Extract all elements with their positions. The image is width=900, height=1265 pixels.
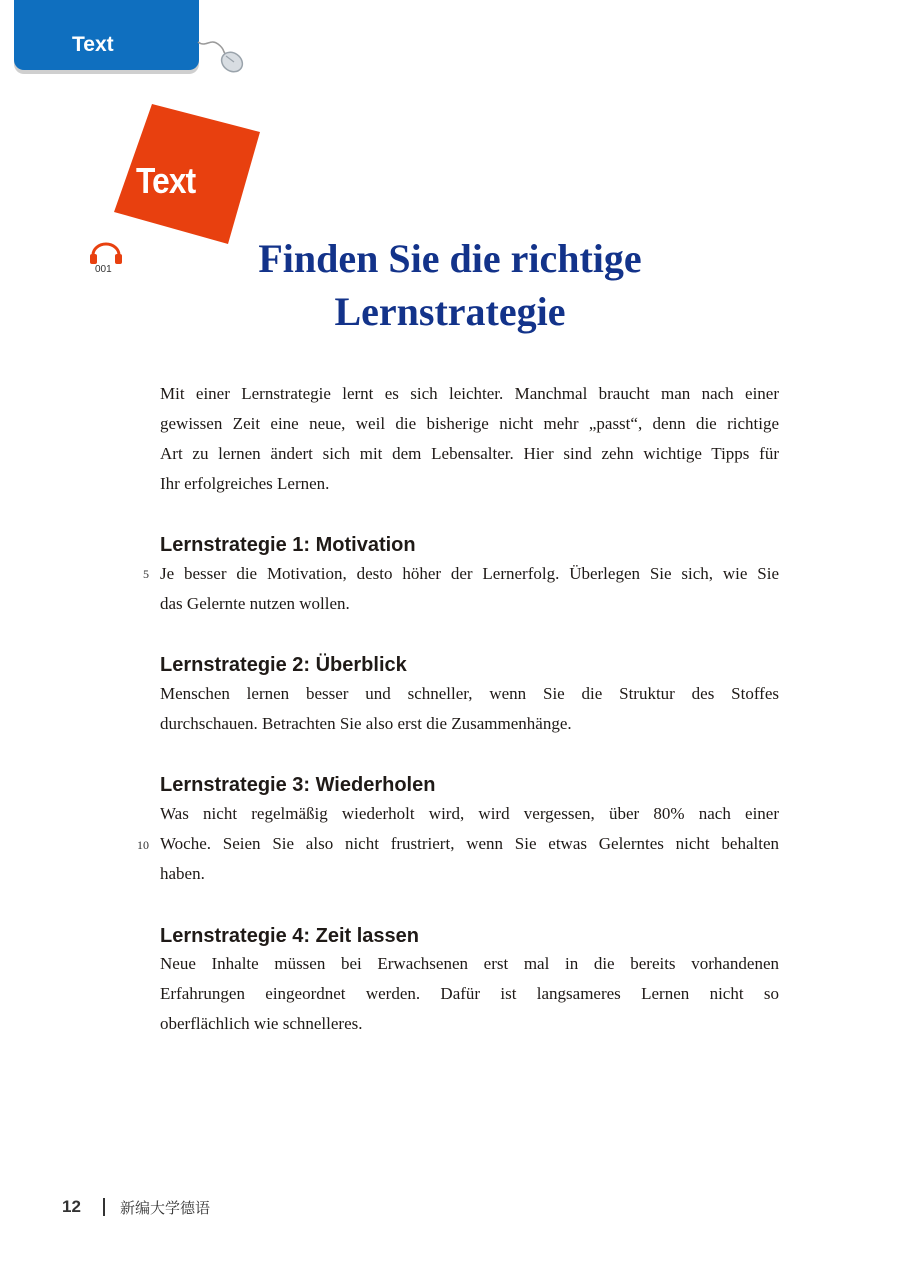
intro-paragraph <box>160 379 779 499</box>
page-number: 12 <box>62 1197 81 1216</box>
section-paragraph <box>160 559 779 619</box>
section-heading: Lernstrategie 4: Zeit lassen <box>160 925 419 947</box>
header-tab-label: Text <box>72 33 114 56</box>
text-line: haben. <box>160 864 205 883</box>
line-number: 10 <box>137 838 149 852</box>
page-title-line: Lernstrategie <box>334 289 566 334</box>
section-paragraph <box>160 799 779 889</box>
footer-divider <box>103 1198 105 1216</box>
text-line: Ihr erfolgreiches Lernen. <box>160 474 330 493</box>
text-line: gewissen Zeit eine neue, weil die bisherige nicht mehr „passt“, denn die richtige <box>160 414 779 433</box>
page-title <box>150 232 750 338</box>
text-line: Mit einer Lernstrategie lernt es sich leichter. Manchmal braucht man nach einer <box>160 384 779 403</box>
line-number: 5 <box>143 567 149 581</box>
text-line: das Gelernte nutzen wollen. <box>160 594 350 613</box>
text-line: Was nicht regelmäßig wiederholt wird, wird vergessen, über 80% nach einer <box>160 804 779 823</box>
text-line: Menschen lernen besser und schneller, wenn Sie die Struktur des Stoffes <box>160 684 779 703</box>
text-line: Neue Inhalte müssen bei Erwachsenen erst mal in die bereits vorhandenen <box>160 954 779 973</box>
text-line: durchschauen. Betrachten Sie also erst die Zusammenhänge. <box>160 714 572 733</box>
text-line: Erfahrungen eingeordnet werden. Dafür ist langsameres Lernen nicht so <box>160 984 779 1003</box>
audio-track-number: 001 <box>95 264 112 275</box>
page-title-line: Finden Sie die richtige <box>258 236 642 281</box>
mouse-icon <box>196 34 246 78</box>
section-paragraph <box>160 679 779 739</box>
section-paragraph <box>160 949 779 1039</box>
section-heading: Lernstrategie 2: Überblick <box>160 654 407 676</box>
text-line: Woche. Seien Sie also nicht frustriert, wenn Sie etwas Gelerntes nicht behalten <box>160 834 779 853</box>
text-line: Je besser die Motivation, desto höher der Lernerfolg. Überlegen Sie sich, wie Sie <box>160 564 779 583</box>
text-line: oberflächlich wie schnelleres. <box>160 1014 363 1033</box>
text-line: Art zu lernen ändert sich mit dem Lebensalter. Hier sind zehn wichtige Tipps für <box>160 444 779 463</box>
section-heading: Lernstrategie 1: Motivation <box>160 534 416 556</box>
book-title: 新编大学德语 <box>120 1199 211 1217</box>
section-heading: Lernstrategie 3: Wiederholen <box>160 774 436 796</box>
text-badge-label: Text <box>136 160 196 201</box>
